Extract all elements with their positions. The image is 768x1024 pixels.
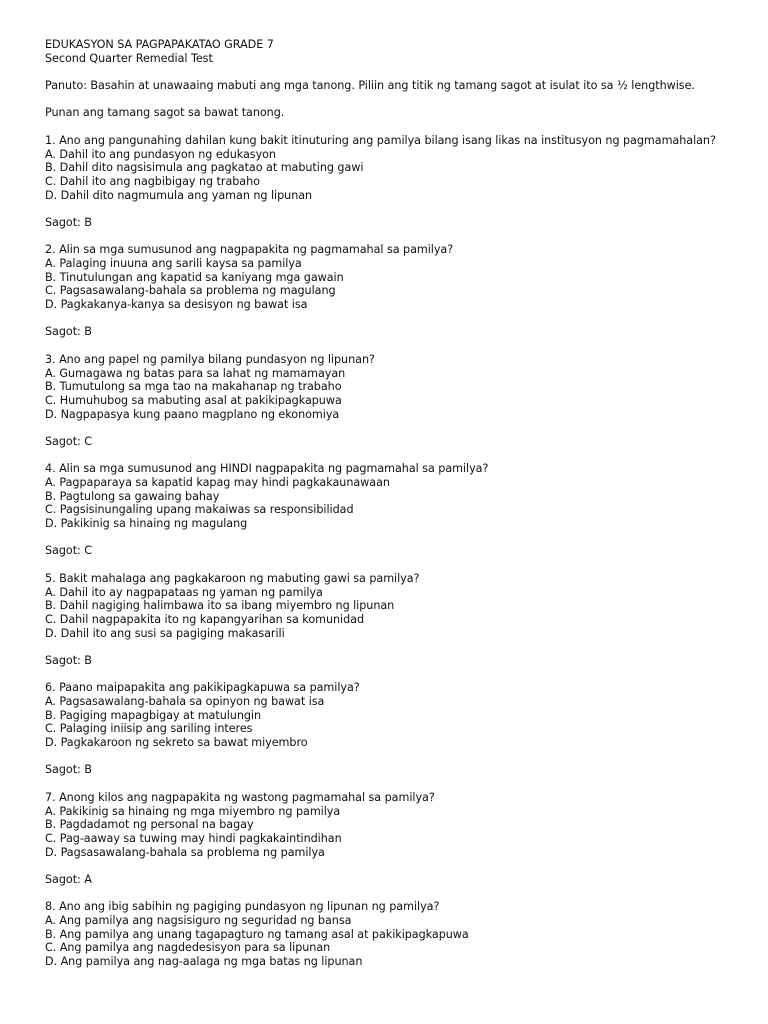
answer-choice: A. Ang pamilya ang nagsisiguro ng seguridad ng bansa	[45, 914, 352, 927]
answer-choice: A. Gumagawa ng batas para sa lahat ng mamamayan	[45, 366, 346, 380]
answer-choice: C. Humuhubog sa mabuting asal at pakikipagkapuwa	[45, 393, 342, 407]
answer-choice: B. Pagtulong sa gawaing bahay	[45, 489, 220, 503]
answer-choice: A. Dahil ito ay nagpapataas ng yaman ng pamilya	[45, 585, 323, 599]
answer-key: Sagot: B	[45, 763, 92, 777]
question-text: 1. Ano ang pangunahing dahilan kung bakit itinuturing ang pamilya bilang isang likas na institusyon ng pagmamahalan?	[45, 133, 716, 147]
instructions-punan: Punan ang tamang sagot sa bawat tanong.	[45, 106, 285, 120]
instructions-panuto: Panuto: Basahin at unawaaing mabuti ang mga tanong. Piliin ang titik ng tamang sagot at isulat ito sa ½ lengthwise.	[45, 79, 695, 93]
answer-choice: D. Ang pamilya ang nag-aalaga ng mga batas ng lipunan	[45, 955, 363, 969]
answer-choice: C. Dahil ito ang nagbibigay ng trabaho	[45, 174, 260, 188]
answer-choice: A. Palaging inuuna ang sarili kaysa sa pamilya	[45, 257, 302, 270]
answer-choice: D. Pagkakanya-kanya sa desisyon ng bawat isa	[45, 298, 308, 312]
question-block	[45, 572, 728, 682]
question-block	[45, 462, 728, 572]
answer-choice: B. Pagiging mapagbigay at matulungin	[45, 708, 262, 722]
question-block	[45, 900, 728, 968]
answer-choice: D. Dahil dito nagmumula ang yaman ng lipunan	[45, 188, 313, 202]
answer-choice: C. Pagsisinungaling upang makaiwas sa responsibilidad	[45, 503, 354, 517]
questions-list	[45, 134, 728, 969]
question-text: 4. Alin sa mga sumusunod ang HINDI nagpapakita ng pagmamahal sa pamilya?	[45, 462, 489, 476]
question-text: 3. Ano ang papel ng pamilya bilang pundasyon ng lipunan?	[45, 352, 375, 366]
answer-choice: A. Dahil ito ang pundasyon ng edukasyon	[45, 147, 276, 161]
answer-choice: B. Dahil dito nagsisimula ang pagkatao at mabuting gawi	[45, 161, 364, 175]
answer-key: Sagot: B	[45, 325, 92, 339]
answer-choice: C. Palaging iniisip ang sariling interes	[45, 722, 253, 736]
answer-choice: C. Pagsasawalang-bahala sa problema ng magulang	[45, 284, 336, 298]
answer-choice: A. Pagpaparaya sa kapatid kapag may hindi pagkakaunawaan	[45, 476, 390, 489]
answer-choice: B. Pagdadamot ng personal na bagay	[45, 818, 254, 832]
answer-choice: D. Nagpapasya kung paano magplano ng ekonomiya	[45, 407, 340, 421]
answer-choice: D. Pagsasawalang-bahala sa problema ng pamilya	[45, 845, 325, 859]
question-text: 7. Anong kilos ang nagpapakita ng wastong pagmamahal sa pamilya?	[45, 790, 435, 804]
answer-key: Sagot: C	[45, 434, 93, 448]
answer-choice: D. Dahil ito ang susi sa pagiging makasarili	[45, 626, 285, 640]
answer-key: Sagot: B	[45, 215, 92, 229]
answer-choice: B. Tumutulong sa mga tao na makahanap ng trabaho	[45, 380, 342, 394]
question-block	[45, 134, 728, 244]
question-block	[45, 681, 728, 791]
document-subtitle: Second Quarter Remedial Test	[45, 51, 213, 65]
answer-choice: C. Pag-aaway sa tuwing may hindi pagkakaintindihan	[45, 831, 342, 845]
question-text: 2. Alin sa mga sumusunod ang nagpapakita ng pagmamahal sa pamilya?	[45, 243, 454, 257]
answer-choice: D. Pakikinig sa hinaing ng magulang	[45, 517, 248, 531]
answer-choice: C. Dahil nagpapakita ito ng kapangyarihan sa komunidad	[45, 612, 365, 626]
question-text: 5. Bakit mahalaga ang pagkakaroon ng mabuting gawi sa pamilya?	[45, 571, 420, 585]
document-title: EDUKASYON SA PAGPAPAKATAO GRADE 7	[45, 38, 274, 51]
answer-key: Sagot: C	[45, 544, 93, 558]
question-block	[45, 243, 728, 353]
question-text: 6. Paano maipapakita ang pakikipagkapuwa sa pamilya?	[45, 681, 360, 695]
answer-choice: C. Ang pamilya ang nagdedesisyon para sa lipunan	[45, 941, 331, 955]
answer-key: Sagot: B	[45, 653, 92, 667]
answer-choice: D. Pagkakaroon ng sekreto sa bawat miyembro	[45, 736, 308, 750]
answer-choice: B. Dahil nagiging halimbawa ito sa ibang miyembro ng lipunan	[45, 599, 395, 613]
question-text: 8. Ano ang ibig sabihin ng pagiging pundasyon ng lipunan ng pamilya?	[45, 900, 440, 914]
answer-choice: B. Ang pamilya ang unang tagapagturo ng tamang asal at pakikipagkapuwa	[45, 927, 469, 941]
answer-key: Sagot: A	[45, 872, 92, 886]
question-block	[45, 791, 728, 901]
answer-choice: A. Pakikinig sa hinaing ng mga miyembro ng pamilya	[45, 804, 341, 818]
question-block	[45, 353, 728, 463]
answer-choice: B. Tinutulungan ang kapatid sa kaniyang mga gawain	[45, 270, 344, 284]
answer-choice: A. Pagsasawalang-bahala sa opinyon ng bawat isa	[45, 695, 325, 708]
